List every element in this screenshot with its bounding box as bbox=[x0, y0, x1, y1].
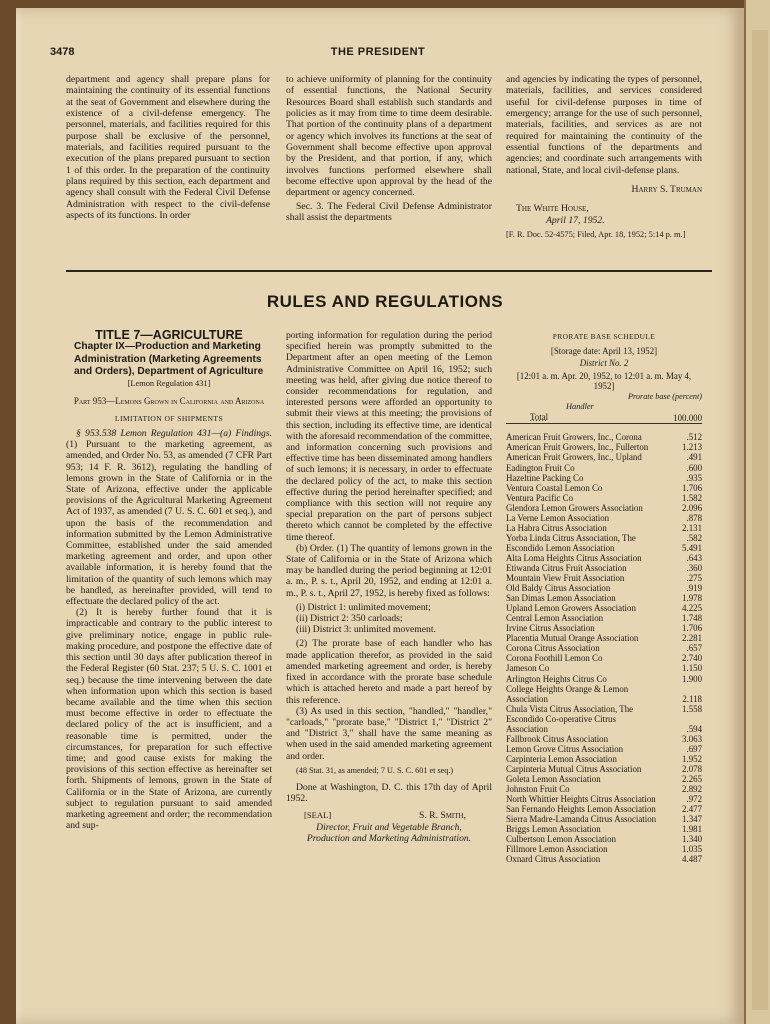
handler-list bbox=[506, 432, 702, 864]
table-row bbox=[506, 613, 702, 623]
president-text-1: department and agency shall prepare plans for maintaining the continuity of its essential functions at the seat of Government and elsewhere during the existence of a civil-defense emergency. The personnel, materials, and facilities required for this purpose shall be exclusive of the personnel, materials, and facilities required pursuant to the execution of the plans prepared pursuant to section 1 of this order. In the preparation of the continuity plans required by this section, each department and agency shall consult with the Federal Civil Defense Administration with respect to the civil-defense aspects of its functions. In order bbox=[66, 74, 270, 222]
prorate-value: 5.491 bbox=[682, 542, 702, 553]
handler-name: Alta Loma Heights Citrus Association bbox=[506, 552, 642, 563]
chapter-heading: Chapter IX—Production and Marketing Administration (Marketing Agreements and Orders), Department of Agriculture bbox=[74, 341, 264, 378]
president-text-2: to achieve uniformity of planning for the continuity of essential functions, the National Security Resources Board shall establish such standards and policies as it may from time to time deem desirable. That portion of the continuity plans of a department or agency which involves its functions at the seat of Government shall become effective upon approval by the President, and that portion, if any, which involves functions performed elsewhere shall become effective upon approval by the head of the department or agency concerned. bbox=[286, 74, 492, 199]
prorate-value: 3.063 bbox=[682, 733, 702, 744]
handler-name: Hazeltine Packing Co bbox=[506, 472, 584, 483]
handler-name: Glendora Lemon Growers Association bbox=[506, 502, 643, 513]
prorate-value: 2.740 bbox=[682, 653, 702, 664]
order-paragraph: (b) Order. (1) The quantity of lemons grown in the State of California or in the State of Arizona which may be handled during the period beginning at 12:01 a. m., P. s. t., April 20, 1952, and ending at 12:01 a. m., P. s. t., April 27, 1952, is hereby fixed as follows: bbox=[286, 542, 492, 599]
prorate-value: 1.347 bbox=[682, 814, 702, 825]
section-divider bbox=[66, 270, 712, 272]
prorate-value: 1.952 bbox=[682, 753, 702, 764]
title-heading: TITLE 7—AGRICULTURE bbox=[95, 328, 243, 342]
prorate-value: .594 bbox=[686, 723, 702, 734]
table-row bbox=[506, 764, 702, 774]
prorate-value: 1.035 bbox=[682, 844, 702, 855]
district-1-line: (i) District 1: unlimited movement; bbox=[296, 601, 431, 613]
handler-name: American Fruit Growers, Inc., Corona bbox=[506, 432, 642, 443]
handler-name: Upland Lemon Growers Association bbox=[506, 603, 636, 614]
limitation-heading: LIMITATION OF SHIPMENTS bbox=[114, 413, 224, 423]
prorate-value: .935 bbox=[686, 472, 702, 483]
rules-column-2 bbox=[286, 330, 492, 844]
handler-name: American Fruit Growers, Inc., Fullerton bbox=[506, 442, 649, 453]
handler-name: Irvine Citrus Association bbox=[506, 623, 595, 634]
handler-name: La Habra Citrus Association bbox=[506, 522, 607, 533]
table-row bbox=[506, 814, 702, 824]
handler-name: Corona Citrus Association bbox=[506, 643, 600, 654]
president-column-3 bbox=[506, 74, 702, 241]
table-row bbox=[506, 503, 702, 513]
prorate-value: .697 bbox=[686, 743, 702, 754]
table-row bbox=[506, 513, 702, 523]
handler-name: Fallbrook Citrus Association bbox=[506, 733, 609, 744]
rules-column-1 bbox=[66, 330, 272, 831]
prorate-schedule bbox=[506, 332, 702, 864]
table-row bbox=[506, 794, 702, 804]
table-row bbox=[506, 483, 702, 493]
total-row bbox=[506, 412, 702, 424]
prorate-value: 1.558 bbox=[682, 703, 702, 714]
handler-name: Jameson Co bbox=[506, 663, 550, 674]
table-row bbox=[506, 593, 702, 603]
table-row bbox=[506, 583, 702, 593]
seal-label: [SEAL] bbox=[304, 810, 332, 821]
prorate-value: 1.981 bbox=[682, 824, 702, 835]
table-row bbox=[506, 824, 702, 834]
handler-name: San Dimas Lemon Association bbox=[506, 593, 616, 604]
signing-date: April 17, 1952. bbox=[546, 214, 605, 226]
handler-name: Lemon Grove Citrus Association bbox=[506, 743, 624, 754]
prorate-value: 2.096 bbox=[682, 502, 702, 513]
white-house-line: The White House, bbox=[516, 203, 589, 215]
handler-name: College Heights Orange & Lemon Association bbox=[506, 683, 629, 704]
handler-name: Old Baldy Citrus Association bbox=[506, 583, 611, 594]
table-row bbox=[506, 744, 702, 754]
handler-name: Fillmore Lemon Association bbox=[506, 844, 608, 855]
prorate-value: 2.078 bbox=[682, 763, 702, 774]
prorate-value: 2.131 bbox=[682, 522, 702, 533]
handler-name: Carpinteria Mutual Citrus Association bbox=[506, 763, 642, 774]
prorate-value: 2.892 bbox=[682, 784, 702, 795]
total-label: Total bbox=[530, 412, 549, 423]
page-header bbox=[50, 46, 706, 62]
fr-doc-note: [F. R. Doc. 52-4575; Filed, Apr. 18, 1952; 5:14 p. m.] bbox=[506, 230, 686, 240]
handler-name: Johnston Fruit Co bbox=[506, 784, 570, 795]
definitions-paragraph: (3) As used in this section, "handled," "handler," "carloads," "prorate base," "District 1," "District 2" and "District 3," shall have the same meaning as when used in the said amended marketing agreement and order. bbox=[286, 705, 492, 762]
table-row bbox=[506, 734, 702, 744]
section-heading: § 953.538 Lemon Regulation 431—(a) Findings. bbox=[76, 428, 272, 440]
prorate-value: .643 bbox=[686, 552, 702, 563]
table-row bbox=[506, 442, 702, 452]
prorate-value: 4.487 bbox=[682, 854, 702, 865]
signer-title: Director, Fruit and Vegetable Branch, Production and Marketing Administration. bbox=[306, 821, 472, 844]
handler-name: Carpinteria Lemon Association bbox=[506, 753, 617, 764]
table-row bbox=[506, 463, 702, 473]
handler-name: Escondido Co-operative Citrus Association bbox=[506, 713, 616, 734]
part-heading: Part 953—Lemons Grown in California and Arizona bbox=[73, 395, 265, 406]
handler-name: Etiwanda Citrus Fruit Association bbox=[506, 562, 627, 573]
handler-name: Briggs Lemon Association bbox=[506, 824, 601, 835]
table-row bbox=[506, 653, 702, 663]
president-column-2 bbox=[286, 74, 492, 223]
prorate-value: 1.706 bbox=[682, 482, 702, 493]
handler-name: Goleta Lemon Association bbox=[506, 773, 601, 784]
prorate-value: 1.150 bbox=[682, 663, 702, 674]
section-title: RULES AND REGULATIONS bbox=[266, 292, 504, 311]
prorate-value: 1.213 bbox=[682, 442, 702, 453]
table-row bbox=[506, 473, 702, 483]
district-heading: District No. 2 bbox=[579, 358, 629, 369]
prorate-value: 4.225 bbox=[682, 603, 702, 614]
table-row bbox=[506, 603, 702, 613]
section-3-text: Sec. 3. The Federal Civil Defense Administrator shall assist the departments bbox=[286, 200, 492, 224]
prorate-value: .600 bbox=[686, 462, 702, 473]
statute-citation: (48 Stat. 31, as amended; 7 U. S. C. 601 et seq.) bbox=[296, 765, 454, 775]
prorate-value: 2.118 bbox=[682, 693, 702, 704]
table-row bbox=[506, 432, 702, 442]
findings-paragraph-1: (1) Pursuant to the marketing agreement, as amended, and Order No. 53, as amended (7 CFR Part 953; 14 F. R. 3612), regulating the handling of lemons grown in the State of California or in the State of Arizona, effective under the applicable provisions of the Agricultural Marketing Agreement Act of 1937, as amended (7 U. S. C. 601 et seq.), and upon the basis of the recommendation and information submitted by the Lemon Administrative Committee, established under the said amended marketing agreement and order, and upon other available information, it is hereby found that the limitation of the quantity of such lemons which may be handled, as hereinafter provided, will tend to effectuate the declared policy of the act. bbox=[66, 439, 272, 608]
handler-name: Corona Foothill Lemon Co bbox=[506, 653, 603, 664]
next-page-edge bbox=[744, 0, 770, 1024]
table-row bbox=[506, 623, 702, 633]
done-line: Done at Washington, D. C. this 17th day of April 1952. bbox=[286, 781, 492, 805]
table-row bbox=[506, 563, 702, 573]
handler-name: Ventura Coastal Lemon Co bbox=[506, 482, 603, 493]
handler-name: Mountain View Fruit Association bbox=[506, 573, 625, 584]
prorate-value: 2.281 bbox=[682, 633, 702, 644]
signer-name: S. R. Smith, bbox=[419, 810, 466, 822]
prorate-value: 1.978 bbox=[682, 593, 702, 604]
table-row bbox=[506, 493, 702, 503]
table-row bbox=[506, 684, 702, 704]
handler-name: Placentia Mutual Orange Association bbox=[506, 633, 639, 644]
president-signature: Harry S. Truman bbox=[631, 184, 702, 196]
handler-name: Eadington Fruit Co bbox=[506, 462, 575, 473]
table-row bbox=[506, 844, 702, 854]
regulation-number: [Lemon Regulation 431] bbox=[127, 379, 211, 389]
handler-name: Chula Vista Citrus Association, The bbox=[506, 703, 634, 714]
total-value: 100.000 bbox=[673, 413, 702, 424]
table-row bbox=[506, 452, 702, 462]
prorate-value: 1.748 bbox=[682, 613, 702, 624]
table-row bbox=[506, 754, 702, 764]
storage-date: [Storage date: April 13, 1952] bbox=[550, 346, 658, 357]
table-row bbox=[506, 704, 702, 714]
prorate-value: .275 bbox=[686, 573, 702, 584]
prorate-value: .491 bbox=[686, 452, 702, 463]
handler-name: Ventura Pacific Co bbox=[506, 492, 574, 503]
handler-name: Oxnard Citrus Association bbox=[506, 854, 601, 865]
table-row bbox=[506, 674, 702, 684]
handler-name: San Fernando Heights Lemon Association bbox=[506, 804, 656, 815]
table-row bbox=[506, 533, 702, 543]
handler-name: Yorba Linda Citrus Association, The bbox=[506, 532, 636, 543]
handler-column-heading: Handler bbox=[566, 402, 594, 412]
schedule-title: PRORATE BASE SCHEDULE bbox=[552, 332, 656, 341]
table-row bbox=[506, 543, 702, 553]
table-row bbox=[506, 643, 702, 653]
prorate-paragraph: (2) The prorate base of each handler who has made application therefor, as provided in the said amended marketing agreement and order, is hereby fixed in accordance with the prorate base schedule which is attached hereto and made a part hereof by this reference. bbox=[286, 638, 492, 706]
table-row bbox=[506, 804, 702, 814]
handler-name: Arlington Heights Citrus Co bbox=[506, 673, 607, 684]
prorate-column-heading: Prorate base (percent) bbox=[628, 392, 702, 402]
prorate-value: 1.582 bbox=[682, 492, 702, 503]
prorate-value: .972 bbox=[686, 794, 702, 805]
prorate-value: 1.706 bbox=[682, 623, 702, 634]
page-number: 3478 bbox=[50, 46, 75, 58]
table-row bbox=[506, 663, 702, 673]
handler-name: Culbertson Lemon Association bbox=[506, 834, 616, 845]
handler-name: Escondido Lemon Association bbox=[506, 542, 615, 553]
prorate-value: .512 bbox=[686, 432, 702, 443]
table-row bbox=[506, 774, 702, 784]
prorate-value: .582 bbox=[686, 532, 702, 543]
prorate-value: .657 bbox=[686, 643, 702, 654]
table-row bbox=[506, 854, 702, 864]
president-text-3: and agencies by indicating the types of personnel, materials, facilities, and services considered useful for civil-defense purposes in time of emergency; arrange for the use of such personnel, materials, facilities, and services as are not required for maintaining the continuity of the essential functions of the departments and agencies; and coordinate such arrangements with national, State, and local civil-defense plans. bbox=[506, 74, 702, 176]
president-column-1 bbox=[66, 74, 270, 221]
prorate-value: 2.477 bbox=[682, 804, 702, 815]
prorate-value: 1.340 bbox=[682, 834, 702, 845]
schedule-period: [12:01 a. m. Apr. 20, 1952, to 12:01 a. m. May 4, 1952] bbox=[516, 371, 692, 392]
table-row bbox=[506, 553, 702, 563]
district-3-line: (iii) District 3: unlimited movement. bbox=[296, 624, 436, 636]
handler-name: American Fruit Growers, Inc., Upland bbox=[506, 452, 642, 463]
middle-paragraph-1: porting information for regulation during the period specified herein was promptly submitted to the Department after an open meeting of the Lemon Administrative Committee on April 16, 1952; such meeting was held, after giving due notice thereof to consider recommendations for regulation, and interested persons were afforded an opportunity to submit their views at this meeting; the provisions of this section, including its effective time, are identical with the aforesaid recommendation of the committee, and information concerning such provisions and effective time has been disseminated among handlers of such lemons; it is necessary, in order to effectuate the declared policy of the act, to make this section effective during the period hereinafter specified; and compliance with this section will not require any special preparation on the part of persons subject thereto which cannot be completed by the effective time thereof. bbox=[286, 330, 492, 543]
table-row bbox=[506, 633, 702, 643]
handler-name: Central Lemon Association bbox=[506, 613, 604, 624]
prorate-value: 2.265 bbox=[682, 773, 702, 784]
handler-name: Sierra Madre-Lamanda Citrus Association bbox=[506, 814, 657, 825]
table-row bbox=[506, 573, 702, 583]
district-2-line: (ii) District 2: 350 carloads; bbox=[296, 613, 403, 625]
handler-name: North Whittier Heights Citrus Association bbox=[506, 794, 656, 805]
table-row bbox=[506, 784, 702, 794]
table-row bbox=[506, 714, 702, 734]
prorate-value: .360 bbox=[686, 562, 702, 573]
running-title: THE PRESIDENT bbox=[330, 46, 426, 58]
findings-paragraph-2: (2) It is hereby further found that it is impracticable and contrary to the public interest to give preliminary notice, engage in public rule-making procedure, and postpone the effective date of this section until 30 days after publication thereof in the Federal Register (60 Stat. 237; 5 U. S. C. 1001 et seq.) because the time intervening between the date when information upon which this section is based became available and the time when this section must become effective in order to effectuate the declared policy of the act is insufficient, and a reasonable time is permitted, under the circumstances, for preparation for such effective time; and good cause exists for making the provisions of this section effective as hereinafter set forth. Shipments of lemons, grown in the State of California or in the State of Arizona, are currently subject to regulation pursuant to said amended marketing agreement and order; the recommendation and sup- bbox=[66, 607, 272, 832]
handler-name: La Verne Lemon Association bbox=[506, 512, 610, 523]
table-row bbox=[506, 834, 702, 844]
prorate-value: .919 bbox=[686, 583, 702, 594]
prorate-value: .878 bbox=[686, 512, 702, 523]
table-row bbox=[506, 523, 702, 533]
prorate-value: 1.900 bbox=[682, 673, 702, 684]
